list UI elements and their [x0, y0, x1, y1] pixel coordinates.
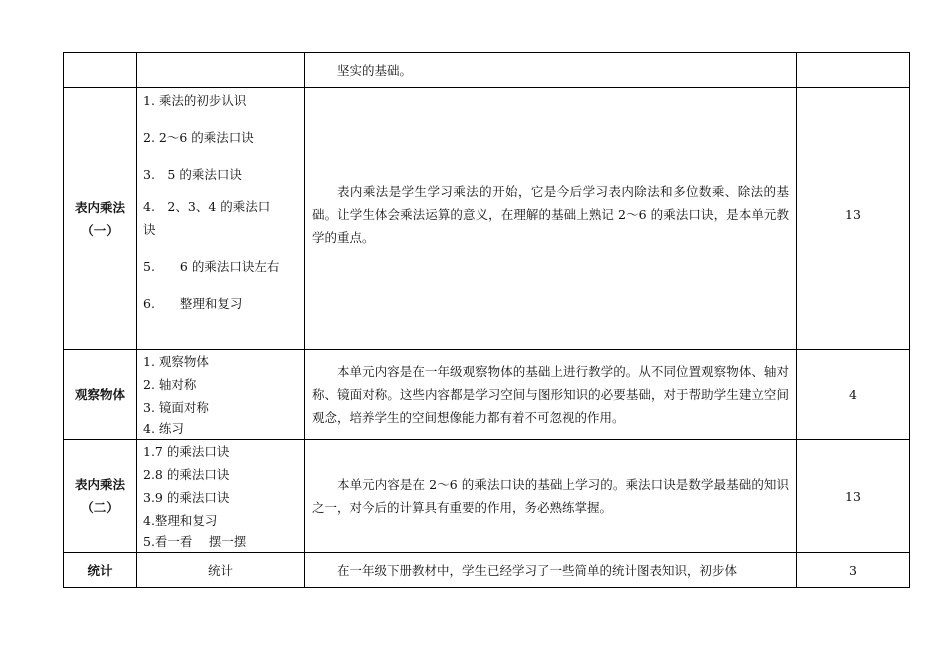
list-item: 2. 2～6 的乘法口诀: [143, 130, 254, 145]
hours-cell: 13: [797, 88, 910, 350]
description-text: 坚实的基础。: [337, 62, 413, 78]
description-text: 本单元内容是在一年级观察物体的基础上进行教学的。从不同位置观察物体、轴对称、镜面对称。这些内容都是学习空间与图形知识的必要基础，对于帮助学生建立空间观念，培养学生的空间想像能力都有着不可忽视的作用。: [312, 364, 789, 425]
table-row: [64, 88, 910, 350]
items-cell: [137, 350, 305, 440]
teaching-plan-table: [63, 52, 910, 588]
description-cell: [305, 88, 797, 350]
list-item: 5.看一看 摆一摆: [143, 534, 247, 549]
description-text: 表内乘法是学生学习乘法的开始，它是今后学习表内除法和多位数乘、除法的基础。让学生体会乘法运算的意义，在理解的基础上熟记 2～6 的乘法口诀，是本单元教学的重点。: [312, 184, 789, 245]
unit-cell: 统计: [64, 553, 137, 588]
items-cell: [137, 88, 305, 350]
list-item: 1. 乘法的初步认识: [143, 93, 247, 108]
description-text: 在一年级下册教材中，学生已经学习了一些简单的统计图表知识，初步体: [337, 562, 738, 578]
list-item: 1.7 的乘法口诀: [143, 444, 230, 459]
list-item: 3. 5 的乘法口诀: [143, 167, 242, 182]
hours-cell: 3: [797, 553, 910, 588]
items-cell: 统计: [137, 553, 305, 588]
description-cell: [305, 440, 797, 553]
unit-cell: 观察物体: [64, 350, 137, 440]
unit-cell: [64, 53, 137, 88]
unit-part: （一）: [81, 222, 119, 238]
table-row: [64, 440, 910, 553]
items-cell: [137, 440, 305, 553]
description-cell: [305, 350, 797, 440]
description-cell: [305, 553, 797, 588]
list-item: 5. 6 的乘法口诀左右: [143, 259, 280, 274]
table-row: [64, 53, 910, 88]
unit-name: 表内乘法: [74, 477, 125, 492]
table-row: [64, 350, 910, 440]
hours-cell: 4: [797, 350, 910, 440]
hours-cell: [797, 53, 910, 88]
unit-name: 表内乘法: [74, 199, 125, 215]
items-cell: [137, 53, 305, 88]
hours-cell: 13: [797, 440, 910, 553]
list-item: 6. 整理和复习: [143, 296, 243, 311]
list-item: 4. 2、3、4 的乘法口诀: [143, 199, 271, 237]
unit-cell: [64, 440, 137, 553]
list-item: 4. 练习: [143, 421, 184, 436]
list-item: 2. 轴对称: [143, 377, 197, 392]
list-item: 3.9 的乘法口诀: [143, 490, 230, 505]
unit-cell: [64, 88, 137, 350]
table-row: [64, 553, 910, 588]
unit-part: （二）: [81, 500, 119, 515]
list-item: 3. 镜面对称: [143, 400, 209, 415]
list-item: 1. 观察物体: [143, 354, 209, 369]
description-text: 本单元内容是在 2～6 的乘法口诀的基础上学习的。乘法口诀是数学最基础的知识之一，对今后的计算具有重要的作用，务必熟练掌握。: [312, 477, 789, 515]
description-cell: [305, 53, 797, 88]
list-item: 2.8 的乘法口诀: [143, 467, 230, 482]
list-item: 4.整理和复习: [143, 513, 218, 528]
